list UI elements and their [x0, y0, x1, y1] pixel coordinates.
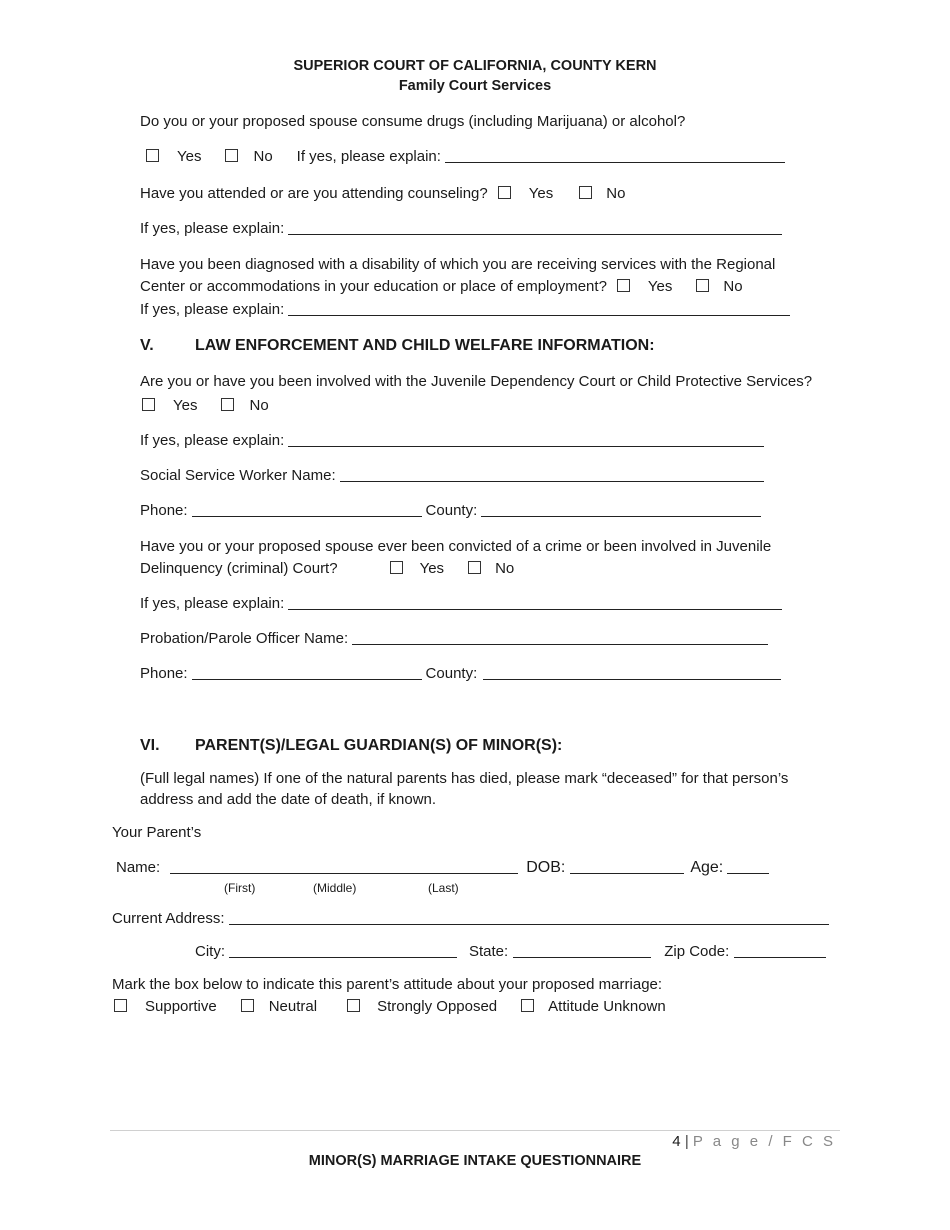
parent-age-field[interactable]	[727, 859, 769, 874]
drugs-no-label: No	[253, 148, 273, 165]
disability-yes-checkbox[interactable]	[617, 279, 630, 292]
drugs-yes-label: Yes	[177, 148, 202, 165]
disability-yes-label: Yes	[647, 278, 673, 295]
drugs-answer-row	[146, 148, 785, 165]
section-6-number: VI.	[140, 737, 160, 754]
worker-county-label: County:	[425, 502, 478, 519]
counseling-no-checkbox[interactable]	[579, 186, 592, 199]
section-6-note-line1: (Full legal names) If one of the natural parents has died, please mark “deceased” for that person’s	[140, 770, 789, 787]
dependency-explain-row	[140, 432, 764, 449]
crime-explain-row	[140, 595, 782, 612]
neutral-label: Neutral	[268, 998, 318, 1015]
strongly-opposed-label: Strongly Opposed	[377, 998, 498, 1015]
disability-explain-field[interactable]	[288, 301, 790, 316]
worker-county-field[interactable]	[481, 502, 761, 517]
crime-no-label: No	[495, 560, 515, 577]
worker-label: Social Service Worker Name:	[140, 467, 336, 484]
crime-question-line1: Have you or your proposed spouse ever been convicted of a crime or been involved in Juvenile	[140, 538, 772, 555]
form-title: MINOR(S) MARRIAGE INTAKE QUESTIONNAIRE	[308, 1153, 642, 1169]
parent-name-row	[116, 859, 769, 877]
page-separator: |	[684, 1133, 689, 1150]
dependency-no-label: No	[249, 397, 269, 414]
supportive-label: Supportive	[145, 998, 217, 1015]
section-6-note-line2: address and add the date of death, if known.	[140, 791, 437, 808]
page-indicator	[672, 1133, 836, 1150]
drugs-yes-checkbox[interactable]	[146, 149, 159, 162]
attitude-unknown-checkbox[interactable]	[521, 999, 534, 1012]
worker-phone-label: Phone:	[140, 502, 188, 519]
attitude-unknown-label: Attitude Unknown	[548, 998, 666, 1015]
address-label: Current Address:	[112, 910, 225, 927]
zip-field[interactable]	[734, 943, 826, 958]
crime-explain-field[interactable]	[288, 595, 782, 610]
disability-explain-label: If yes, please explain:	[140, 301, 285, 318]
parent-dob-field[interactable]	[570, 859, 684, 874]
attitude-prompt: Mark the box below to indicate this parent’s attitude about your proposed marriage:	[112, 976, 663, 993]
counseling-explain-label: If yes, please explain:	[140, 220, 285, 237]
counseling-row	[140, 185, 625, 202]
section-6-title: PARENT(S)/LEGAL GUARDIAN(S) OF MINOR(S):	[195, 737, 563, 754]
section-5-title: LAW ENFORCEMENT AND CHILD WELFARE INFORMATION:	[195, 337, 655, 354]
counseling-explain-field[interactable]	[288, 220, 782, 235]
parent-age-label: Age:	[690, 859, 724, 876]
disability-question-line1: Have you been diagnosed with a disability of which you are receiving services with the Regional	[140, 256, 776, 273]
dependency-no-checkbox[interactable]	[221, 398, 234, 411]
state-field[interactable]	[513, 943, 651, 958]
disability-explain-row	[140, 301, 790, 318]
officer-label: Probation/Parole Officer Name:	[140, 630, 349, 647]
court-name: SUPERIOR COURT OF CALIFORNIA, COUNTY KERN	[293, 58, 657, 74]
city-label: City:	[195, 943, 225, 960]
crime-yes-checkbox[interactable]	[390, 561, 403, 574]
section-5-number: V.	[140, 337, 154, 354]
zip-label: Zip Code:	[664, 943, 730, 960]
worker-phone-field[interactable]	[192, 502, 422, 517]
crime-question-line2: Delinquency (criminal) Court?	[140, 560, 338, 577]
drugs-explain-field[interactable]	[445, 148, 785, 163]
officer-phone-field[interactable]	[192, 665, 422, 680]
officer-county-field[interactable]	[483, 665, 781, 680]
officer-county-label: County:	[425, 665, 478, 682]
supportive-checkbox[interactable]	[114, 999, 127, 1012]
officer-phone-label: Phone:	[140, 665, 188, 682]
dependency-question: Are you or have you been involved with the Juvenile Dependency Court or Child Protective Services?	[140, 373, 813, 390]
strongly-opposed-checkbox[interactable]	[347, 999, 360, 1012]
disability-row	[140, 278, 743, 295]
parent-name-field[interactable]	[170, 859, 518, 874]
worker-phone-row	[140, 502, 761, 519]
first-caption: (First)	[224, 881, 256, 895]
address-row	[112, 910, 829, 927]
your-parent-label: Your Parent’s	[112, 824, 202, 841]
drugs-explain-label: If yes, please explain:	[296, 148, 441, 165]
officer-phone-row	[140, 665, 781, 682]
dependency-yes-checkbox[interactable]	[142, 398, 155, 411]
disability-no-checkbox[interactable]	[696, 279, 709, 292]
officer-field[interactable]	[352, 630, 768, 645]
division-name: Family Court Services	[398, 78, 552, 94]
worker-field[interactable]	[340, 467, 764, 482]
dependency-answer-row	[142, 397, 269, 414]
disability-no-label: No	[723, 278, 743, 295]
page-label: P a g e / F C S	[692, 1133, 836, 1150]
page-number: 4	[672, 1133, 681, 1150]
state-label: State:	[469, 943, 509, 960]
worker-row	[140, 467, 764, 484]
crime-yes-label: Yes	[419, 560, 445, 577]
last-caption: (Last)	[428, 881, 459, 895]
counseling-yes-checkbox[interactable]	[498, 186, 511, 199]
crime-row	[140, 560, 514, 577]
drugs-no-checkbox[interactable]	[225, 149, 238, 162]
counseling-question: Have you attended or are you attending counseling?	[140, 185, 488, 202]
counseling-yes-label: Yes	[528, 185, 554, 202]
city-row	[195, 943, 826, 960]
neutral-checkbox[interactable]	[241, 999, 254, 1012]
parent-dob-label: DOB:	[526, 859, 566, 876]
officer-row	[140, 630, 768, 647]
middle-caption: (Middle)	[313, 881, 357, 895]
crime-explain-label: If yes, please explain:	[140, 595, 285, 612]
counseling-no-label: No	[606, 185, 626, 202]
footer-divider	[110, 1130, 840, 1131]
city-field[interactable]	[229, 943, 457, 958]
dependency-yes-label: Yes	[173, 397, 198, 414]
parent-name-label: Name:	[116, 859, 161, 876]
counseling-explain-row	[140, 220, 782, 237]
drugs-question: Do you or your proposed spouse consume drugs (including Marijuana) or alcohol?	[140, 113, 686, 130]
attitude-options	[114, 998, 666, 1015]
disability-question-line2: Center or accommodations in your education or place of employment?	[140, 278, 607, 295]
crime-no-checkbox[interactable]	[468, 561, 481, 574]
dependency-explain-field[interactable]	[288, 432, 764, 447]
address-field[interactable]	[229, 910, 829, 925]
dependency-explain-label: If yes, please explain:	[140, 432, 285, 449]
